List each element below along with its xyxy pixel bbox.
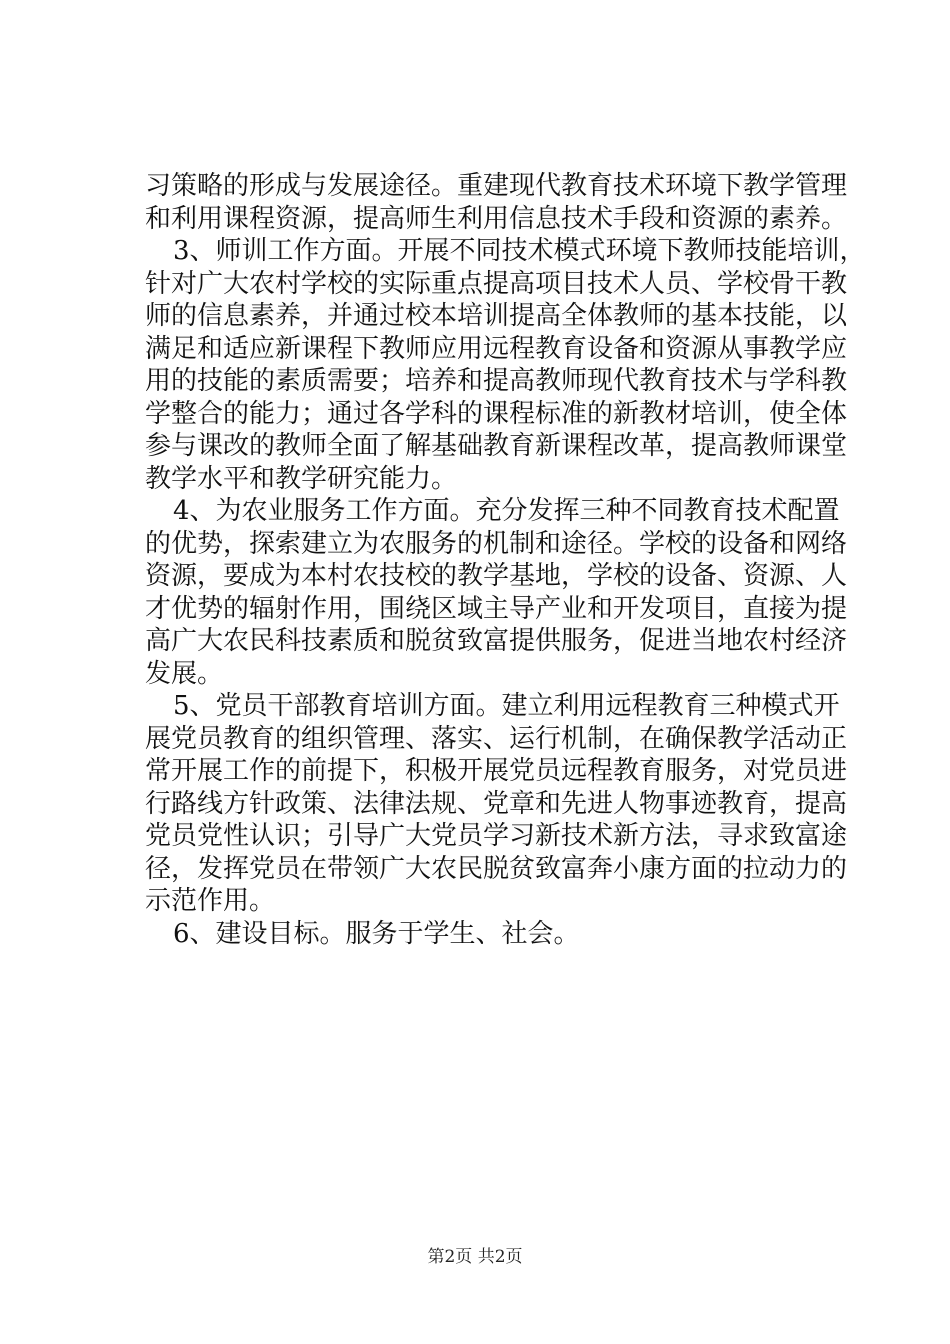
text-line: 党员党性认识；引导广大党员学习新技术新方法，寻求致富途 bbox=[145, 821, 848, 851]
paragraph bbox=[145, 690, 848, 918]
text-line: 高广大农民科技素质和脱贫致富提供服务，促进当地农村经济 bbox=[145, 626, 848, 656]
text-line: 6、建设目标。服务于学生、社会。 bbox=[173, 918, 580, 949]
document-body bbox=[145, 170, 866, 950]
text-line: 3、师训工作方面。开展不同技术模式环境下教师技能培训， bbox=[173, 236, 866, 266]
paragraph bbox=[145, 918, 825, 951]
text-line: 行路线方针政策、法律法规、党章和先进人物事迹教育，提高 bbox=[145, 788, 848, 819]
text-line: 学整合的能力；通过各学科的课程标准的新教材培训，使全体 bbox=[145, 398, 848, 429]
text-line: 径，发挥党员在带领广大农民脱贫致富奔小康方面的拉动力的 bbox=[145, 853, 848, 884]
text-line: 展党员教育的组织管理、落实、运行机制，在确保教学活动正 bbox=[145, 723, 848, 754]
text-line: 5、党员干部教育培训方面。建立利用远程教育三种模式开 bbox=[173, 691, 840, 721]
text-line: 4、为农业服务工作方面。充分发挥三种不同教育技术配置 bbox=[173, 496, 840, 526]
text-line: 师的信息素养，并通过校本培训提高全体教师的基本技能，以 bbox=[145, 301, 848, 331]
paragraph bbox=[145, 495, 848, 690]
text-line: 满足和适应新课程下教师应用远程教育设备和资源从事教学应 bbox=[145, 333, 848, 364]
text-line: 示范作用。 bbox=[145, 886, 276, 916]
text-line: 才优势的辐射作用，围绕区域主导产业和开发项目，直接为提 bbox=[145, 593, 848, 624]
text-line: 教学水平和教学研究能力。 bbox=[145, 463, 458, 494]
text-line: 参与课改的教师全面了解基础教育新课程改革，提高教师课堂 bbox=[145, 431, 848, 461]
paragraph bbox=[145, 235, 866, 495]
text-line: 习策略的形成与发展途径。重建现代教育技术环境下教学管理 bbox=[145, 171, 848, 201]
paragraph bbox=[145, 170, 848, 235]
page-number-footer: 第2页 共2页 bbox=[427, 1247, 523, 1267]
text-line: 常开展工作的前提下，积极开展党员远程教育服务，对党员进 bbox=[145, 756, 848, 786]
text-line: 针对广大农村学校的实际重点提高项目技术人员、学校骨干教 bbox=[145, 268, 848, 299]
text-line: 的优势，探索建立为农服务的机制和途径。学校的设备和网络 bbox=[145, 528, 848, 559]
text-line: 用的技能的素质需要；培养和提高教师现代教育技术与学科教 bbox=[145, 366, 848, 396]
text-line: 和利用课程资源，提高师生利用信息技术手段和资源的素养。 bbox=[145, 203, 848, 234]
text-line: 资源，要成为本村农技校的教学基地，学校的设备、资源、人 bbox=[145, 561, 848, 591]
text-line: 发展。 bbox=[145, 658, 224, 689]
